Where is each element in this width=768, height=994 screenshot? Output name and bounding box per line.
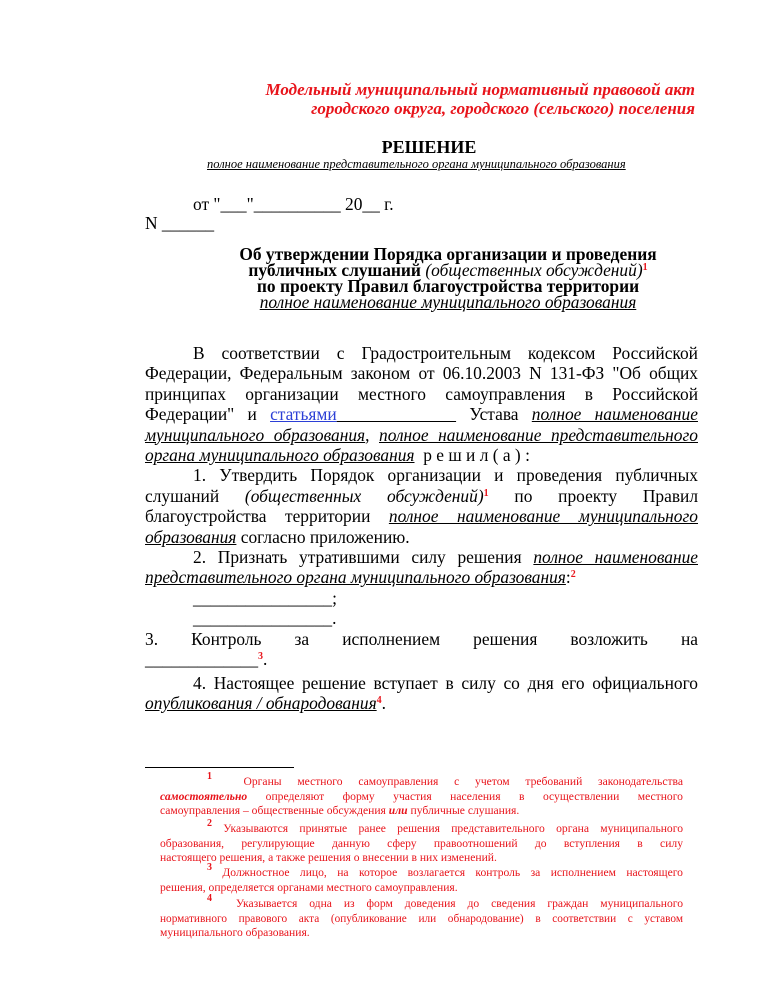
header-line-1: Модельный муниципальный нормативный правовой акт xyxy=(265,80,695,99)
preamble-line-2: Федерации, Федеральным законом от 06.10.2003 N 131-ФЗ "Об общих xyxy=(145,363,698,384)
item-2-line-1: 2. Признать утратившими силу решения полное наименование xyxy=(193,547,698,568)
item-2-blank-1: ________________; xyxy=(193,587,337,608)
preamble-line-3: принципах организации местного самоуправления в Российской xyxy=(145,383,698,404)
footnote-4: $^4$ Указывается одна из форм доведения до сведения граждан муниципального нормативного правового акта (опубликование или обнародование) в соответствии с уставом муниципального образования. xyxy=(160,893,683,939)
document-title: РЕШЕНИЕ xyxy=(381,137,477,157)
footnote-2: $^2$ Указываются принятые ранее решения представительного органа муниципального образования, регулирующие данную сферу правоотношений до вступления в силу настоящего решения, а также решения о внесении в них изменений. xyxy=(160,818,683,864)
subject-line-4: полное наименование муниципального образования xyxy=(259,292,637,312)
footnote-number-2: 2 xyxy=(207,818,212,829)
footnote-ref-3[interactable]: 3 xyxy=(258,651,264,663)
date-line: от "___"__________ 20__ г. xyxy=(193,194,394,214)
footnote-separator xyxy=(145,767,294,768)
item-4-line-2: опубликования / обнародования$^4$. xyxy=(145,692,387,713)
subject-line-3: по проекту Правил благоустройства территории xyxy=(256,276,640,296)
item-1-line-2: слушаний (общественных обсуждений)$^1$ по проекту Правил xyxy=(145,485,699,506)
header-line-2: городского округа, городского (сельского) поселения xyxy=(311,99,695,118)
subject-block xyxy=(226,246,670,310)
representative-body-name: полное наименование представительного органа муниципального образования xyxy=(207,157,626,171)
preamble xyxy=(145,343,698,713)
footnote-ref-1[interactable]: 1 xyxy=(642,262,648,273)
item-1-line-1: 1. Утвердить Порядок организации и проведения публичных xyxy=(193,465,698,486)
footnote-number-3: 3 xyxy=(207,862,212,873)
footnote-ref-4[interactable]: 4 xyxy=(376,694,382,706)
item-1-line-3: благоустройства территории полное наименование муниципального xyxy=(145,506,698,527)
item-3-line-1: 3. Контроль за исполнением решения возложить на xyxy=(145,628,698,649)
footnote-ref-2[interactable]: 2 xyxy=(570,569,576,581)
item-2-blank-2: ________________. xyxy=(193,608,337,629)
item-3-line-2: _____________$^3$. xyxy=(145,649,268,670)
preamble-line-4: Федерации" и статьями Устава полное наименование xyxy=(145,404,698,425)
item-4-line-1: 4. Настоящее решение вступает в силу со дня его официального xyxy=(193,672,698,693)
footnote-number-4: 4 xyxy=(207,893,212,904)
document-number: N ______ xyxy=(145,213,215,233)
preamble-line-1: В соответствии с Градостроительным кодексом Российской xyxy=(193,343,698,363)
footnote-number-1: 1 xyxy=(207,771,212,782)
subject-line-2: публичных слушаний (общественных обсуждений)$^1$ xyxy=(248,260,648,280)
statyami-link[interactable]: статьями xyxy=(270,404,337,425)
footnote-ref-1b[interactable]: 1 xyxy=(483,487,489,499)
footnote-3: $^3$ Должностное лицо, на которое возлагается контроль за исполнением настоящего решения, определяется органами местного самоуправления. xyxy=(160,862,683,894)
footnote-1: $^1$ Органы местного самоуправления с учетом требований законодательства самостоятельно определяют форму участия населения в осуществлении местного самоуправления – общественные обсуждения или публичные слушания. xyxy=(160,771,683,817)
model-act-header xyxy=(266,80,695,118)
subject-line-1: Об утверждении Порядка организации и проведения xyxy=(239,244,657,264)
item-2-line-2: представительного органа муниципального образования:$^2$ xyxy=(145,567,576,588)
preamble-line-6: органа муниципального образования р е ш и л ( а ) : xyxy=(145,445,530,466)
item-1-line-4: образования согласно приложению. xyxy=(145,526,410,547)
preamble-line-5: муниципального образования, полное наименование представительного xyxy=(145,424,698,445)
